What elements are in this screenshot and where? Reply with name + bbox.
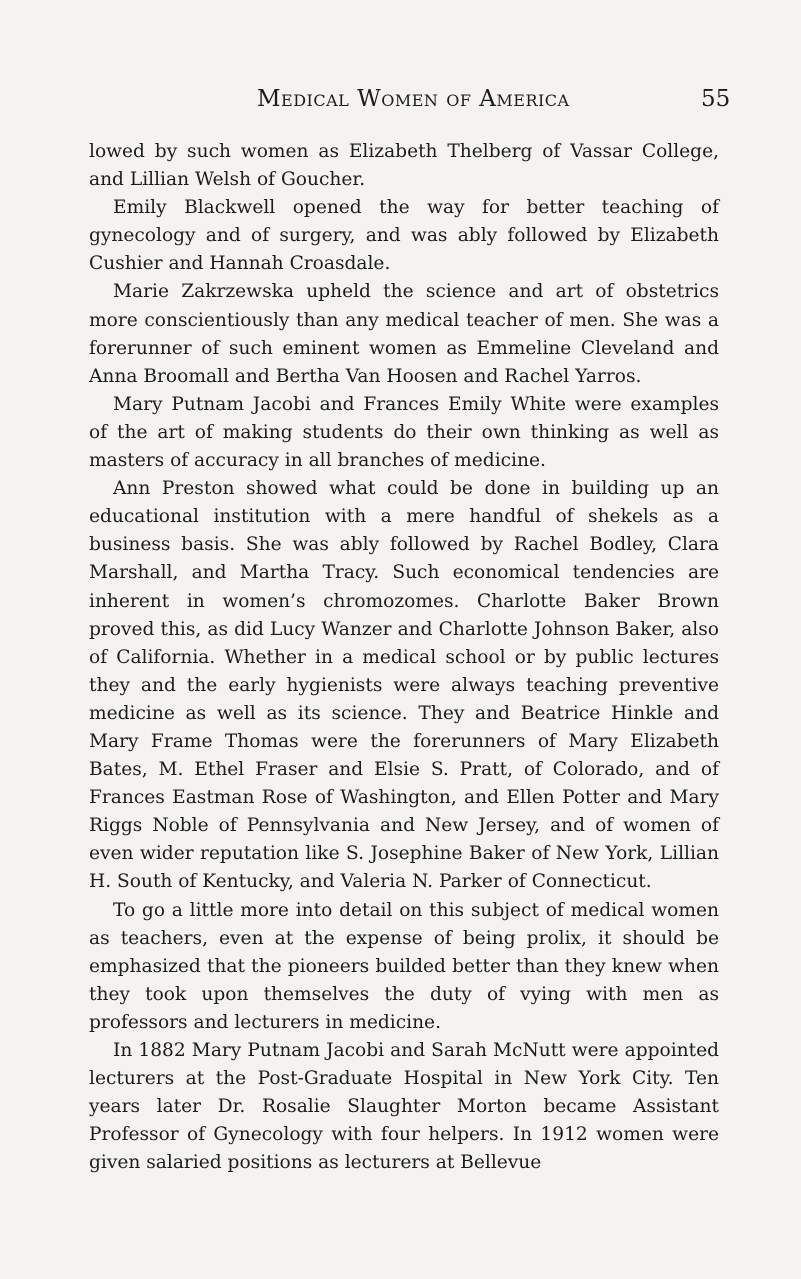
paragraph-marie-zakrzewska: Marie Zakrzewska upheld the science and art of obstetrics more conscientiously than any medical teacher of men. She was a forerunner of such eminent women as Emmeline Cleveland and Anna Broomall and Bertha Van Hoosen and Rachel Yarros. — [89, 281, 719, 387]
page-number: 55 — [701, 86, 731, 112]
paragraph-ann-preston: Ann Preston showed what could be done in building up an educational institution with a mere handful of shekels as a business basis. She was ably followed by Rachel Bodley, Clara Marshall, and Martha Tracy. Such economical tendencies are inherent in women’s chromozomes. Charlotte Baker Brown proved this, as did Lucy Wanzer and Charlotte Johnson Baker, also of California. Whether in a medical school or by public lectures they and the early hygienists were always teaching preventive medicine as well as its science. They and Beatrice Hinkle and Mary Frame Thomas were the forerunners of Mary Elizabeth Bates, M. Ethel Fraser and Elsie S. Pratt, of Colorado, and of Frances Eastman Rose of Washington, and Ellen Potter and Mary Riggs Noble of Pennsylvania and New Jersey, and of women of even wider reputation like S. Josephine Baker of New York, Lillian H. South of Kentucky, and Valeria N. Parker of Connecticut. — [89, 478, 719, 893]
paragraph-mary-putnam-jacobi: Mary Putnam Jacobi and Frances Emily White were examples of the art of making students do their own thinking as well as masters of accuracy in all branches of medicine. — [89, 393, 719, 472]
page-header — [0, 86, 801, 126]
running-head: Medical Women of America — [257, 86, 570, 112]
paragraph-continued: lowed by such women as Elizabeth Thelberg of Vassar College, and Lillian Welsh of Goucher. — [89, 141, 719, 191]
paragraph-emily-blackwell: Emily Blackwell opened the way for better teaching of gynecology and of surgery, and was ably followed by Elizabeth Cushier and Hannah Croasdale. — [89, 197, 719, 275]
body-text — [89, 138, 719, 1177]
paragraph-teachers-detail: To go a little more into detail on this subject of medical women as teachers, even at the expense of being prolix, it should be emphasized that the pioneers builded better than they knew when they took upon themselves the duty of vying with men as professors and lecturers in medicine. — [89, 899, 719, 1033]
paragraph-1882-appointments: In 1882 Mary Putnam Jacobi and Sarah McNutt were appointed lecturers at the Post-Graduate Hospital in New York City. Ten years later Dr. Rosalie Slaughter Morton became Assistant Professor of Gynecology with four helpers. In 1912 women were given salaried positions as lecturers at Bellevue — [89, 1040, 719, 1174]
